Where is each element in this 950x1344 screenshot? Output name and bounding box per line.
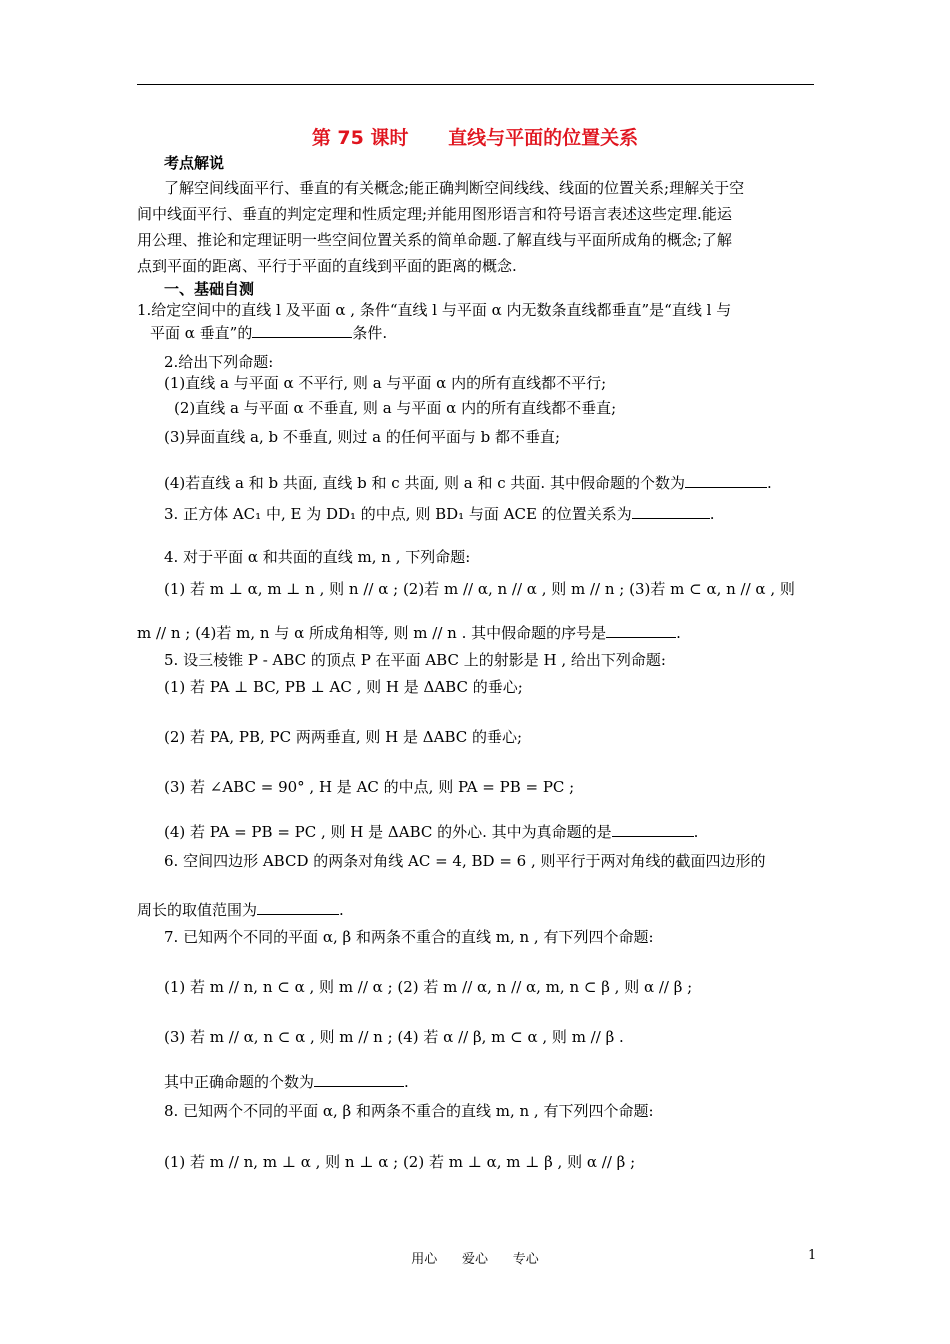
- answer-blank[interactable]: [314, 1072, 404, 1087]
- question-7-line-2: (3) 若 m // α, n ⊂ α , 则 m // n ; (4) 若 α // β, m ⊂ α , 则 m // β .: [164, 1028, 624, 1046]
- question-8-line-1: (1) 若 m // n, m ⊥ α , 则 n ⊥ α ; (2) 若 m ⊥ α, m ⊥ β , 则 α // β ;: [164, 1153, 636, 1171]
- answer-blank[interactable]: [685, 473, 767, 488]
- question-2-prop-1: (1)直线 a 与平面 α 不平行, 则 a 与平面 α 内的所有直线都不平行;: [164, 374, 607, 392]
- section-heading-kaodian: 考点解说: [164, 154, 225, 172]
- paragraph-line: 了解空间线面平行、垂直的有关概念;能正确判断空间线线、线面的位置关系;理解关于空: [164, 179, 745, 197]
- question-2-stem: 2.给出下列命题:: [164, 353, 274, 371]
- question-3: 3. 正方体 AC₁ 中, E 为 DD₁ 的中点, 则 BD₁ 与面 ACE 的位置关系为 .: [164, 505, 715, 523]
- page-footer: 用心 爱心 专心: [411, 1252, 539, 1267]
- page-number: 1: [808, 1248, 817, 1263]
- question-5-prop-3: (3) 若 ∠ABC = 90° , H 是 AC 的中点, 则 PA = PB = PC ;: [164, 778, 575, 796]
- question-2-prop-4: (4)若直线 a 和 b 共面, 直线 b 和 c 共面, 则 a 和 c 共面. 其中假命题的个数为 .: [164, 474, 772, 492]
- answer-blank[interactable]: [257, 900, 339, 915]
- question-2-prop-3: (3)异面直线 a, b 不垂直, 则过 a 的任何平面与 b 都不垂直;: [164, 428, 561, 446]
- question-7-line-1: (1) 若 m // n, n ⊂ α , 则 m // α ; (2) 若 m // α, n // α, m, n ⊂ β , 则 α // β ;: [164, 978, 693, 996]
- question-7-stem: 7. 已知两个不同的平面 α, β 和两条不重合的直线 m, n , 有下列四个命题:: [164, 928, 654, 946]
- question-6-line-2: 周长的取值范围为 .: [137, 901, 344, 919]
- answer-blank[interactable]: [606, 623, 676, 638]
- answer-blank[interactable]: [632, 504, 710, 519]
- question-1-line-1: 1.给定空间中的直线 l 及平面 α , 条件“直线 l 与平面 α 内无数条直线都垂直”是“直线 l 与: [137, 301, 732, 319]
- answer-blank[interactable]: [612, 822, 694, 837]
- question-4-line-1: (1) 若 m ⊥ α, m ⊥ n , 则 n // α ; (2)若 m // α, n // α , 则 m // n ; (3)若 m ⊂ α, n // α , 则: [164, 580, 795, 598]
- question-5-prop-2: (2) 若 PA, PB, PC 两两垂直, 则 H 是 ΔABC 的垂心;: [164, 728, 523, 746]
- section-heading-basic: 一、基础自测: [164, 280, 255, 298]
- question-6-line-1: 6. 空间四边形 ABCD 的两条对角线 AC = 4, BD = 6 , 则平行于两对角线的截面四边形的: [164, 852, 766, 870]
- question-1-line-2: 平面 α 垂直”的 条件.: [150, 324, 388, 342]
- question-7-count: 其中正确命题的个数为 .: [164, 1073, 409, 1091]
- paragraph-line: 间中线面平行、垂直的判定定理和性质定理;并能用图形语言和符号语言表述这些定理.能运: [137, 205, 732, 223]
- header-rule: [137, 84, 814, 85]
- answer-blank[interactable]: [252, 323, 352, 338]
- question-5-stem: 5. 设三棱锥 P - ABC 的顶点 P 在平面 ABC 上的射影是 H , 给出下列命题:: [164, 651, 666, 669]
- question-4-line-2: m // n ; (4)若 m, n 与 α 所成角相等, 则 m // n . 其中假命题的序号是 .: [137, 624, 681, 642]
- question-5-prop-4: (4) 若 PA = PB = PC , 则 H 是 ΔABC 的外心. 其中为真命题的是 .: [164, 823, 699, 841]
- paragraph-line: 用公理、推论和定理证明一些空间位置关系的简单命题.了解直线与平面所成角的概念;了解: [137, 231, 732, 249]
- question-5-prop-1: (1) 若 PA ⊥ BC, PB ⊥ AC , 则 H 是 ΔABC 的垂心;: [164, 678, 523, 696]
- question-2-prop-2: (2)直线 a 与平面 α 不垂直, 则 a 与平面 α 内的所有直线都不垂直;: [174, 399, 617, 417]
- question-4-stem: 4. 对于平面 α 和共面的直线 m, n , 下列命题:: [164, 548, 471, 566]
- question-8-stem: 8. 已知两个不同的平面 α, β 和两条不重合的直线 m, n , 有下列四个命题:: [164, 1102, 654, 1120]
- page-title: 第 75 课时 直线与平面的位置关系: [311, 127, 639, 149]
- paragraph-line: 点到平面的距离、平行于平面的直线到平面的距离的概念.: [137, 257, 517, 275]
